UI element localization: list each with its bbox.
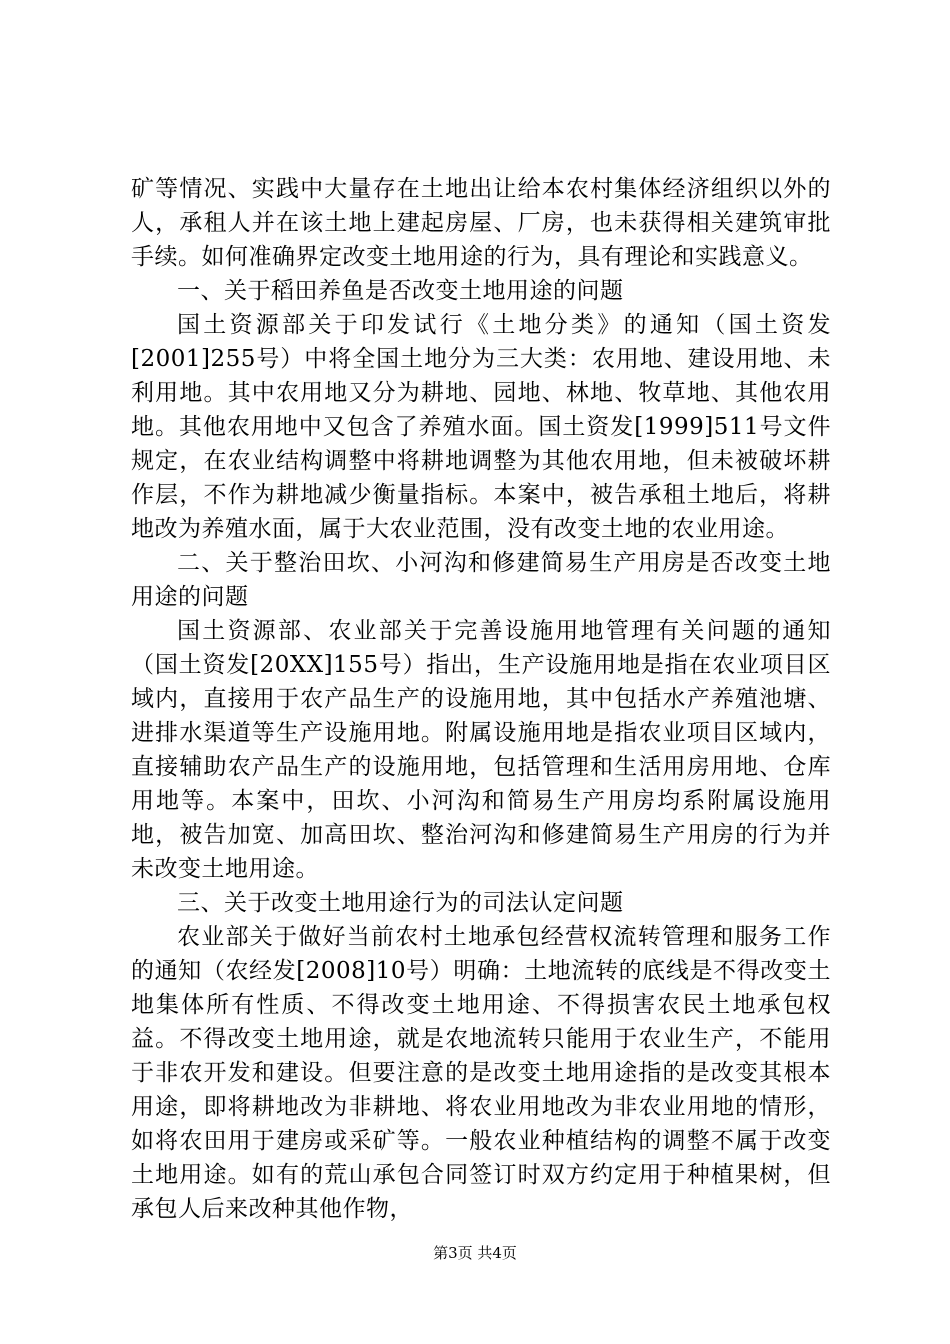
section-heading-2: 二、关于整治田坎、小河沟和修建简易生产用房是否改变土地用途的问题 bbox=[131, 550, 831, 610]
paragraph-4: 农业部关于做好当前农村土地承包经营权流转管理和服务工作的通知（农经发[2008]10号）明确：土地流转的底线是不得改变土地集体所有性质、不得改变土地用途、不得损害农民土地承包权益。不得改变土地用途，就是农地流转只能用于农业生产，不能用于非农开发和建设。但要注意的是改变土地用途指的是改变其根本用途，即将耕地改为非耕地、将农业用地改为非农业用地的情形，如将农田用于建房或采矿等。一般农业种植结构的调整不属于改变土地用途。如有的荒山承包合同签订时双方约定用于种植果树，但承包人后来改种其他作物， bbox=[131, 924, 831, 1222]
paragraph-1: 矿等情况、实践中大量存在土地出让给本农村集体经济组织以外的人，承租人并在该土地上建起房屋、厂房，也未获得相关建筑审批手续。如何准确界定改变土地用途的行为，具有理论和实践意义。 bbox=[131, 176, 831, 270]
page-number-footer: 第3页 共4页 bbox=[433, 1244, 517, 1262]
paragraph-2: 国土资源部关于印发试行《土地分类》的通知（国土资发[2001]255号）中将全国土地分为三大类：农用地、建设用地、未利用地。其中农用地又分为耕地、园地、林地、牧草地、其他农用地。其他农用地中又包含了养殖水面。国土资发[1999]511号文件规定，在农业结构调整中将耕地调整为其他农用地，但未被破坏耕作层，不作为耕地减少衡量指标。本案中，被告承租土地后，将耕地改为养殖水面，属于大农业范围，没有改变土地的农业用途。 bbox=[131, 312, 831, 542]
document-body bbox=[131, 172, 831, 1226]
section-heading-3: 三、关于改变土地用途行为的司法认定问题 bbox=[177, 890, 624, 916]
paragraph-3: 国土资源部、农业部关于完善设施用地管理有关问题的通知（国土资发[20XX]155号）指出，生产设施用地是指在农业项目区域内，直接用于农产品生产的设施用地，其中包括水产养殖池塘、进排水渠道等生产设施用地。附属设施用地是指农业项目区域内，直接辅助农产品生产的设施用地，包括管理和生活用房用地、仓库用地等。本案中，田坎、小河沟和简易生产用房均系附属设施用地，被告加宽、加高田坎、整治河沟和修建简易生产用房的行为并未改变土地用途。 bbox=[131, 618, 831, 882]
section-heading-1: 一、关于稻田养鱼是否改变土地用途的问题 bbox=[177, 278, 624, 304]
